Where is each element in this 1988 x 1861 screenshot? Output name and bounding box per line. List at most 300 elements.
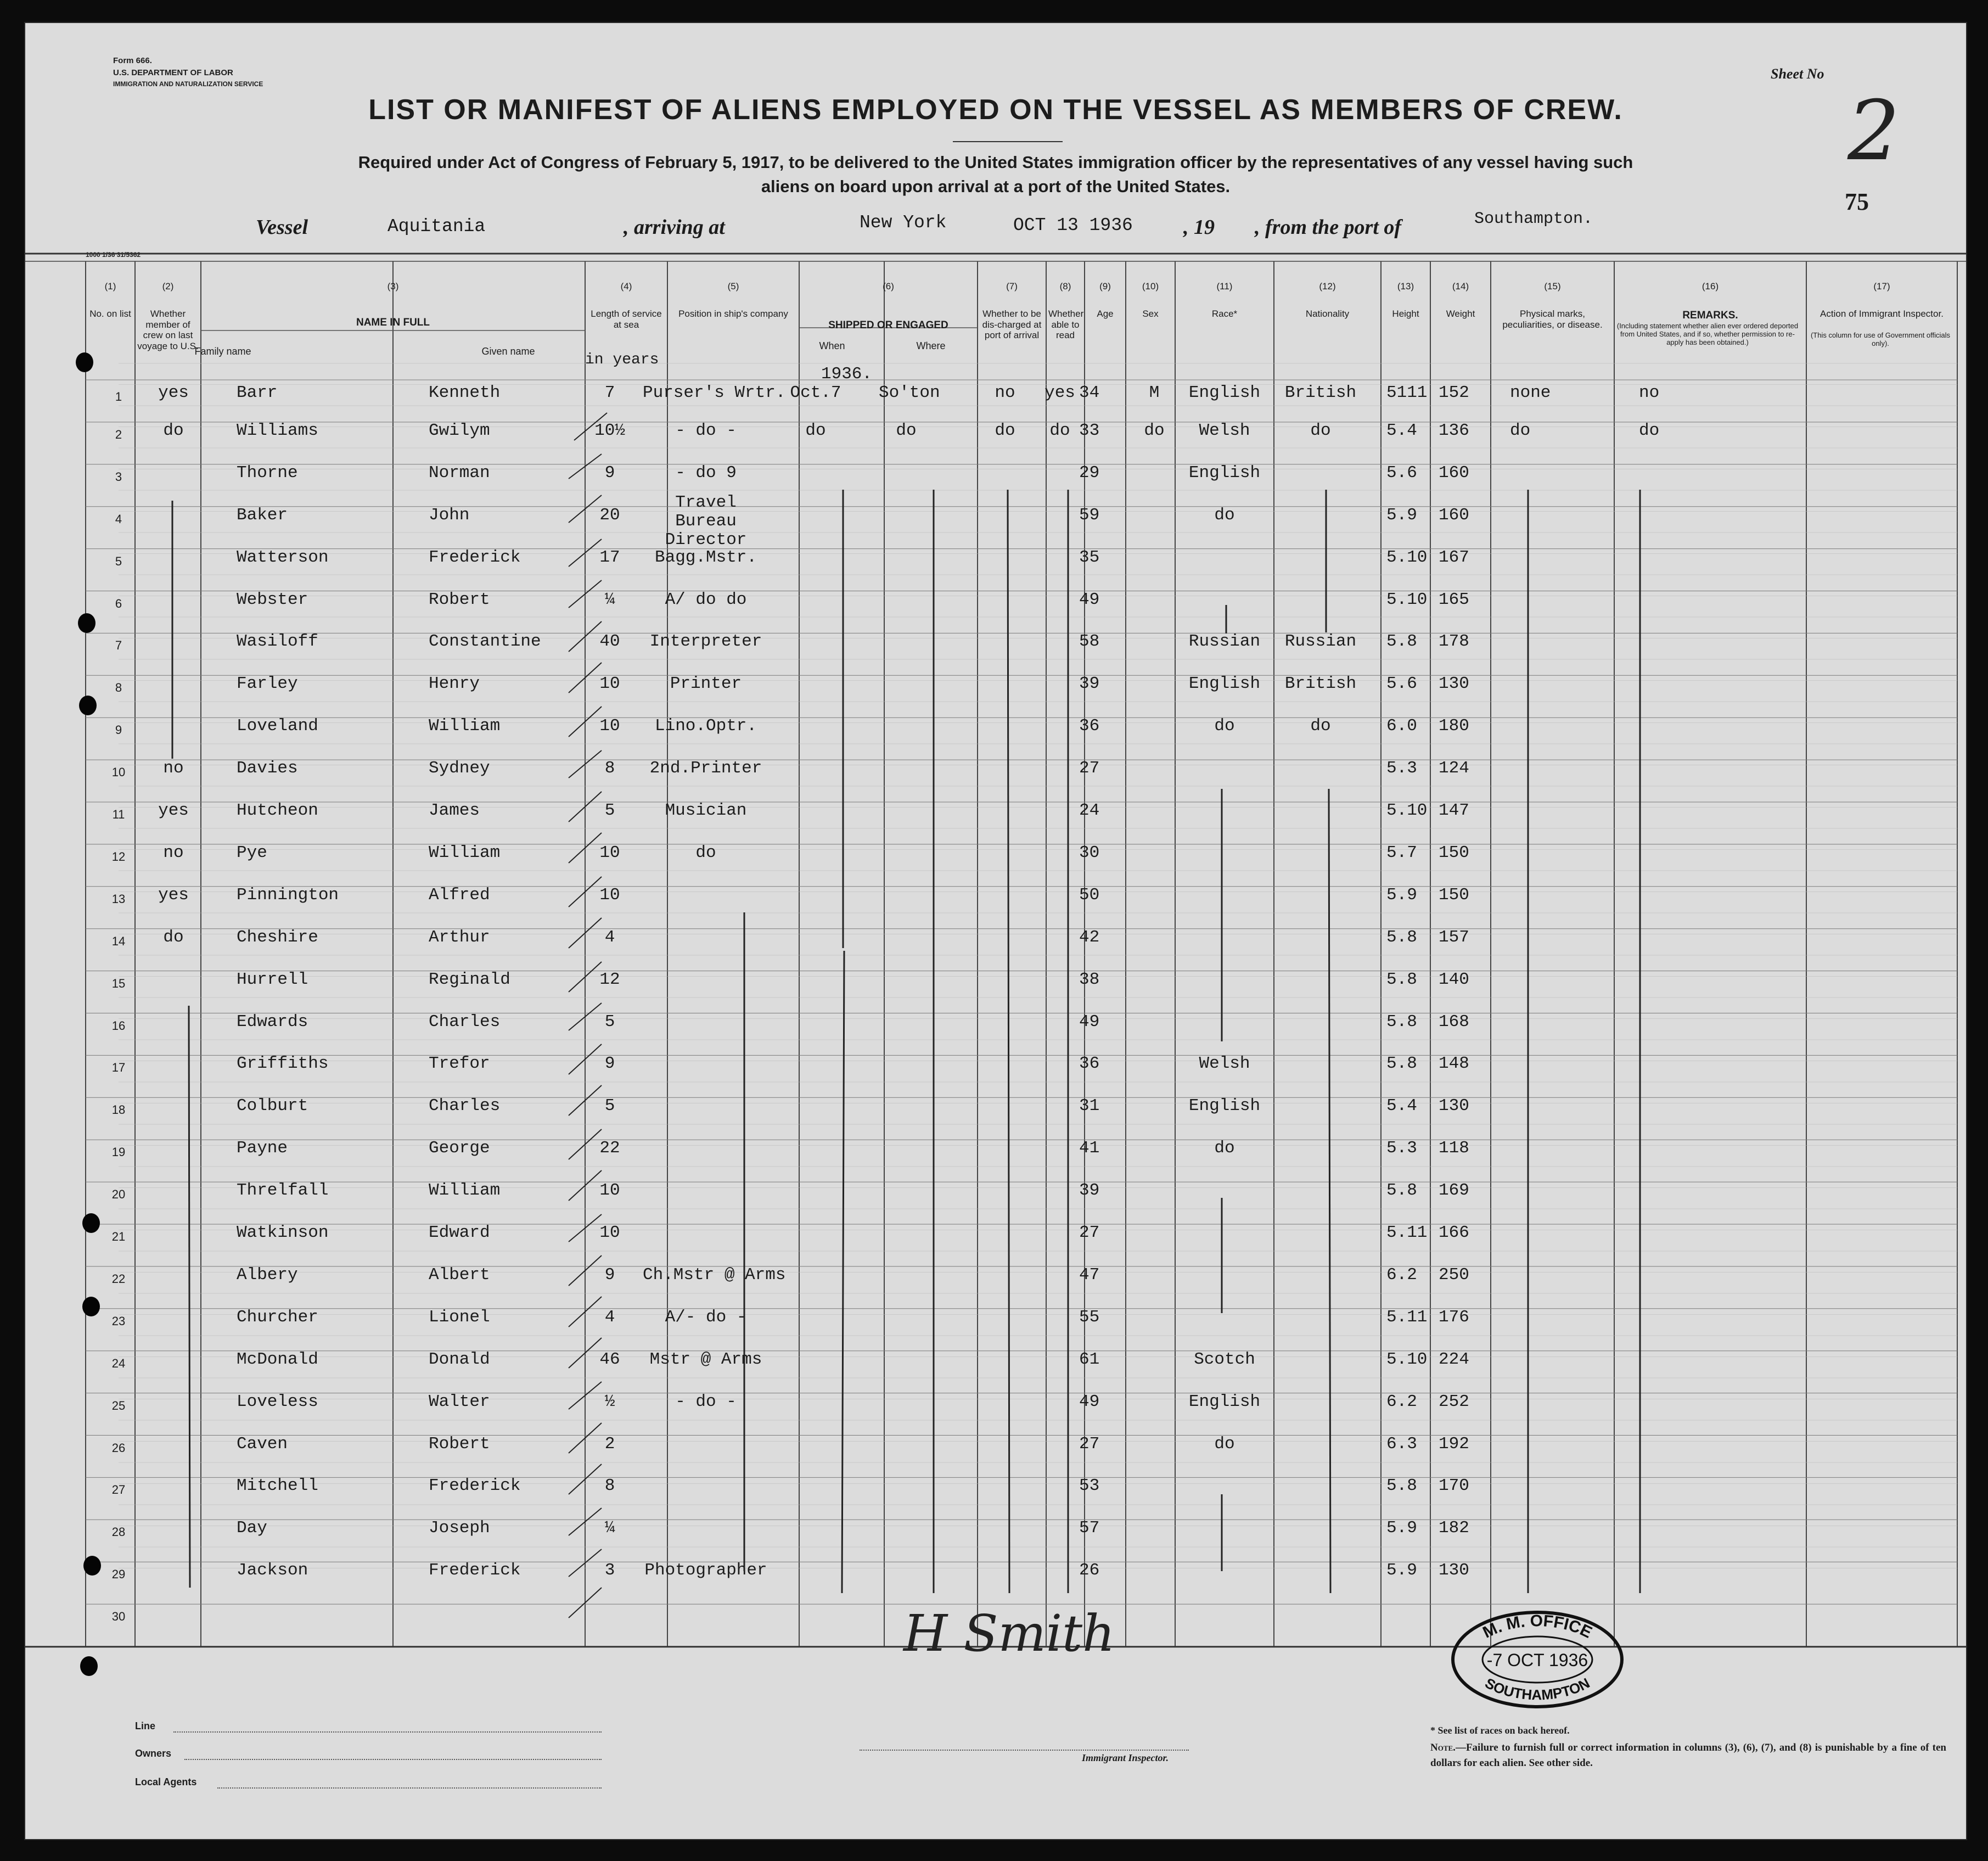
stamp-top-text: M. M. OFFICE: [1480, 1612, 1595, 1642]
cell-race: do: [1214, 1139, 1235, 1158]
cell-height: 5.3: [1386, 1139, 1417, 1158]
punch-hole: [82, 1213, 100, 1233]
cell-service: ¼: [604, 1518, 615, 1538]
cell-age: 41: [1079, 1139, 1100, 1158]
cell-service: 8: [604, 1476, 615, 1496]
cell-given: Norman: [429, 463, 490, 483]
cell-given: George: [429, 1139, 490, 1158]
cell-race: English: [1188, 383, 1261, 402]
cell-age: 49: [1079, 1392, 1100, 1411]
cell-height: 5.10: [1386, 801, 1428, 820]
cell-height: 5.8: [1386, 969, 1417, 989]
where-header: Where: [916, 340, 946, 351]
cell-position: - do 9: [675, 463, 737, 483]
cell-service: 10: [599, 885, 620, 905]
cell-family: Farley: [237, 674, 298, 694]
cell-last: yes: [158, 885, 189, 905]
cell-weight: 157: [1439, 927, 1469, 947]
column-number: (2): [162, 281, 174, 292]
cell-given: Robert: [429, 1434, 490, 1454]
cell-height: 5.8: [1386, 1476, 1417, 1496]
cell-height: 5.8: [1386, 1012, 1417, 1032]
cell-family: Day: [237, 1518, 267, 1538]
cell-service: 5: [604, 1012, 615, 1032]
cell-age: 27: [1079, 1223, 1100, 1242]
requirement-line-2: aliens on board upon arrival at a port of the United States.: [761, 177, 1231, 196]
cell-given: Charles: [429, 1012, 501, 1032]
cell-age: 61: [1079, 1349, 1100, 1369]
cell-height: 5.9: [1386, 1518, 1417, 1538]
cell-service: 10: [599, 674, 620, 694]
cell-weight: 152: [1439, 383, 1469, 402]
cell-service: 9: [604, 463, 615, 483]
cell-given: Frederick: [429, 1561, 521, 1580]
cell-given: Henry: [429, 674, 480, 694]
column-number: (14): [1452, 281, 1469, 292]
cell-height: 5.8: [1386, 1054, 1417, 1074]
cell-service: 10½: [594, 421, 625, 440]
cell-last: no: [163, 843, 184, 862]
cell-weight: 169: [1439, 1181, 1469, 1201]
cell-when: do: [805, 421, 826, 440]
row-number: 15: [111, 976, 126, 990]
note-label: Note.: [1430, 1742, 1456, 1753]
cell-height: 5.8: [1386, 632, 1417, 652]
cell-service: 12: [599, 969, 620, 989]
row-number: 30: [111, 1610, 126, 1624]
row-number: 20: [111, 1187, 126, 1202]
cell-service: 2: [604, 1434, 615, 1454]
cell-service: 17: [599, 547, 620, 567]
cell-discharged: do: [995, 421, 1015, 440]
cell-position: Interpreter: [649, 632, 762, 652]
column-header: No. on list: [89, 309, 131, 319]
cell-family: Watkinson: [237, 1223, 329, 1242]
cell-service: 4: [604, 1307, 615, 1327]
page-number: 75: [1845, 188, 1869, 215]
row-number: 10: [111, 765, 126, 780]
cell-family: Webster: [237, 590, 308, 609]
cell-age: 29: [1079, 463, 1100, 483]
cell-height: 5.4: [1386, 421, 1417, 440]
cell-age: 39: [1079, 1181, 1100, 1201]
cell-race: English: [1188, 1392, 1261, 1411]
cell-given: Donald: [429, 1349, 490, 1369]
note-text: —Failure to furnish full or correct information in columns (3), (6), (7), and (8) is punishable by a fine of ten dollars for each alien. See other side.: [1430, 1742, 1946, 1769]
cell-age: 49: [1079, 1012, 1100, 1032]
row-number: 14: [111, 934, 126, 948]
column-number: (3): [387, 281, 399, 292]
cell-position: Musician: [665, 801, 747, 820]
cell-weight: 250: [1439, 1265, 1469, 1285]
row-number: 12: [111, 849, 126, 864]
sheet-number: 2: [1847, 83, 1900, 179]
column-header: Whether member of crew on last voyage to U.S.: [137, 309, 199, 351]
cell-weight: 252: [1439, 1392, 1469, 1411]
cell-family: Mitchell: [237, 1476, 318, 1496]
cell-position: - do -: [675, 421, 737, 440]
arriving-label: , arriving at: [624, 216, 725, 239]
inspector-signature: H Smith: [903, 1604, 1115, 1663]
cell-family: McDonald: [237, 1349, 318, 1369]
cell-last: yes: [158, 383, 189, 402]
shipped-year: 1936.: [821, 365, 873, 384]
immigrant-inspector-label: Immigrant Inspector.: [1082, 1752, 1169, 1763]
cell-family: Threlfall: [237, 1181, 329, 1201]
cell-nationality: British: [1284, 383, 1357, 402]
cell-age: 53: [1079, 1476, 1100, 1496]
cell-height: 6.2: [1386, 1392, 1417, 1411]
cell-height: 5.9: [1386, 885, 1417, 905]
column-header: Action of Immigrant Inspector.: [1820, 309, 1944, 319]
cell-given: William: [429, 1181, 501, 1201]
cell-read: yes: [1044, 383, 1075, 402]
cell-age: 59: [1079, 505, 1100, 525]
cell-service: 22: [599, 1139, 620, 1158]
cell-given: William: [429, 843, 501, 862]
cell-age: 26: [1079, 1561, 1100, 1580]
cell-family: Payne: [237, 1139, 288, 1158]
cell-height: 6.3: [1386, 1434, 1417, 1454]
cell-age: 27: [1079, 759, 1100, 778]
cell-service: ¼: [604, 590, 615, 609]
column-header: Physical marks, peculiarities, or disease.: [1502, 309, 1603, 330]
cell-position: Travel Bureau Director: [665, 492, 747, 550]
row-number: 26: [111, 1440, 126, 1455]
cell-discharged: no: [995, 383, 1015, 402]
footer-note: [1430, 1740, 1946, 1770]
cell-given: Sydney: [429, 759, 490, 778]
cell-remarks: no: [1639, 383, 1660, 402]
cell-family: Jackson: [237, 1561, 308, 1580]
cell-family: Loveland: [237, 716, 318, 736]
column-number: (5): [727, 281, 739, 292]
cell-service: 10: [599, 843, 620, 862]
cell-race: do: [1214, 1434, 1235, 1454]
cell-family: Davies: [237, 759, 298, 778]
arrival-date: OCT 13 1936: [1013, 215, 1133, 236]
cell-service: 7: [604, 383, 615, 402]
column-number: (11): [1216, 281, 1233, 292]
row-number: 27: [111, 1483, 126, 1497]
cell-family: Williams: [237, 421, 318, 440]
cell-height: 5.11: [1386, 1307, 1428, 1327]
row-number: 18: [111, 1103, 126, 1117]
cell-height: 5.8: [1386, 1181, 1417, 1201]
cell-position: Mstr @ Arms: [649, 1349, 762, 1369]
column-header: Nationality: [1305, 309, 1350, 319]
cell-weight: 118: [1439, 1139, 1469, 1158]
cell-height: 5.10: [1386, 1349, 1428, 1369]
cell-race: Welsh: [1199, 421, 1250, 440]
cell-height: 5.4: [1386, 1096, 1417, 1116]
cell-weight: 130: [1439, 674, 1469, 694]
owners-dotted: [184, 1759, 602, 1760]
row-number: 22: [111, 1271, 126, 1286]
cell-weight: 130: [1439, 1561, 1469, 1580]
column-header: SHIPPED OR ENGAGED: [828, 319, 948, 331]
cell-service: 40: [599, 632, 620, 652]
cell-weight: 170: [1439, 1476, 1469, 1496]
cell-where: do: [896, 421, 917, 440]
column-header: Sex: [1142, 309, 1159, 319]
cell-age: 49: [1079, 590, 1100, 609]
cell-family: Hurrell: [237, 969, 308, 989]
departure-port: Southampton.: [1474, 210, 1593, 228]
cell-given: Joseph: [429, 1518, 490, 1538]
cell-given: Edward: [429, 1223, 490, 1242]
cell-sex: do: [1144, 421, 1165, 440]
cell-family: Watterson: [237, 547, 329, 567]
column-header: Race*: [1211, 309, 1238, 319]
department: U.S. DEPARTMENT OF LABOR: [113, 68, 233, 77]
cell-service: 10: [599, 716, 620, 736]
cell-weight: 130: [1439, 1096, 1469, 1116]
row-number: 6: [115, 596, 122, 610]
sheet-label: Sheet No: [1771, 66, 1824, 82]
stamp-date: -7 OCT 1936: [1486, 1650, 1588, 1670]
cell-family: Barr: [237, 383, 278, 402]
cell-family: Baker: [237, 505, 288, 525]
cell-given: Robert: [429, 590, 490, 609]
column-header: Length of service at sea: [591, 309, 662, 330]
cell-age: 42: [1079, 927, 1100, 947]
cell-age: 33: [1079, 421, 1100, 440]
cell-read: do: [1049, 421, 1070, 440]
row-number: 16: [111, 1018, 126, 1033]
cell-family: Wasiloff: [237, 632, 318, 652]
local-agents-label: Local Agents: [135, 1776, 197, 1787]
cell-service: 5: [604, 1096, 615, 1116]
cell-family: Thorne: [237, 463, 298, 483]
column-number: (6): [883, 281, 894, 292]
cell-given: Trefor: [429, 1054, 490, 1074]
cell-race: English: [1188, 674, 1261, 694]
column-number: (10): [1142, 281, 1159, 292]
cell-weight: 160: [1439, 463, 1469, 483]
requirement-line-1: Required under Act of Congress of February 5, 1917, to be delivered to the United States immigration officer by the representatives of any vessel having such: [358, 153, 1633, 172]
cell-given: Albert: [429, 1265, 490, 1285]
row-number: 4: [115, 512, 122, 526]
cell-age: 24: [1079, 801, 1100, 820]
cell-weight: 147: [1439, 801, 1469, 820]
cell-race: English: [1188, 463, 1261, 483]
cell-service: 3: [604, 1561, 615, 1580]
races-note: * See list of races on back hereof.: [1430, 1725, 1570, 1736]
cell-given: Charles: [429, 1096, 501, 1116]
column-header: Height: [1392, 309, 1419, 319]
family-name-header: Family name: [194, 346, 251, 357]
cell-age: 27: [1079, 1434, 1100, 1454]
cell-weight: 180: [1439, 716, 1469, 736]
cell-given: John: [429, 505, 470, 525]
cell-last: do: [163, 927, 184, 947]
cell-service: 20: [599, 505, 620, 525]
cell-height: 5.8: [1386, 927, 1417, 947]
cell-nationality: British: [1284, 674, 1357, 694]
cell-age: 31: [1079, 1096, 1100, 1116]
row-number: 3: [115, 469, 122, 484]
cell-weight: 148: [1439, 1054, 1469, 1074]
cell-family: Albery: [237, 1265, 298, 1285]
row-number: 7: [115, 638, 122, 653]
cell-height: 5.6: [1386, 463, 1417, 483]
service-name: IMMIGRATION AND NATURALIZATION SERVICE: [113, 80, 263, 88]
cell-age: 38: [1079, 969, 1100, 989]
column-header: REMARKS.: [1682, 310, 1738, 321]
column-number: (7): [1006, 281, 1018, 292]
column-number: (16): [1701, 281, 1719, 292]
column-number: (9): [1099, 281, 1111, 292]
cell-service: 10: [599, 1181, 620, 1201]
line-label: Line: [135, 1720, 156, 1731]
cell-marks: none: [1510, 383, 1551, 402]
cell-given: Arthur: [429, 927, 490, 947]
cell-race: do: [1214, 716, 1235, 736]
column-number: (4): [620, 281, 632, 292]
cell-position: - do -: [675, 1392, 737, 1411]
cell-age: 58: [1079, 632, 1100, 652]
cell-height: 5.3: [1386, 759, 1417, 778]
cell-age: 36: [1079, 1054, 1100, 1074]
stamp-bottom-text: SOUTHAMPTON: [1482, 1674, 1593, 1703]
cell-given: James: [429, 801, 480, 820]
cell-weight: 176: [1439, 1307, 1469, 1327]
cell-age: 30: [1079, 843, 1100, 862]
form-number: Form 666.: [113, 56, 152, 65]
cell-family: Edwards: [237, 1012, 308, 1032]
cell-weight: 192: [1439, 1434, 1469, 1454]
cell-age: 36: [1079, 716, 1100, 736]
cell-position: Photographer: [644, 1561, 767, 1580]
cell-height: 5.7: [1386, 843, 1417, 862]
cell-given: Gwilym: [429, 421, 490, 440]
cell-given: Reginald: [429, 969, 510, 989]
row-number: 11: [112, 808, 125, 821]
cell-weight: 140: [1439, 969, 1469, 989]
cell-weight: 124: [1439, 759, 1469, 778]
column-header: Weight: [1446, 309, 1475, 319]
cell-family: Colburt: [237, 1096, 308, 1116]
cell-family: Hutcheon: [237, 801, 318, 820]
cell-family: Churcher: [237, 1307, 318, 1327]
cell-service: 10: [599, 1223, 620, 1242]
cell-family: Griffiths: [237, 1054, 329, 1074]
vessel-label: Vessel: [256, 216, 308, 239]
svg-text:SOUTHAMPTON: [1482, 1674, 1593, 1703]
cell-service: 9: [604, 1054, 615, 1074]
column-number: (8): [1059, 281, 1071, 292]
cell-family: Pinnington: [237, 885, 339, 905]
row-number: 8: [115, 681, 122, 695]
cell-position: Ch.Mstr @ Arms: [643, 1265, 786, 1285]
when-header: When: [819, 340, 845, 351]
given-name-header: Given name: [481, 346, 535, 357]
cell-weight: 166: [1439, 1223, 1469, 1242]
cell-weight: 168: [1439, 1012, 1469, 1032]
cell-family: Cheshire: [237, 927, 318, 947]
cell-race: Scotch: [1194, 1349, 1255, 1369]
inspector-note: (This column for use of Government officials only).: [1810, 331, 1951, 347]
cell-height: 5.9: [1386, 1561, 1417, 1580]
cell-position: Lino.Optr.: [654, 716, 757, 736]
agents-dotted: [217, 1787, 602, 1789]
row-number: 13: [111, 892, 126, 906]
page-title: LIST OR MANIFEST OF ALIENS EMPLOYED ON THE VESSEL AS MEMBERS OF CREW.: [368, 94, 1623, 126]
cell-position: Printer: [670, 674, 742, 694]
punch-hole: [78, 613, 96, 633]
cell-when: Oct.7: [790, 383, 841, 402]
column-header: Whether to be dis-charged at port of arrival: [982, 309, 1042, 341]
punch-hole: [76, 352, 93, 372]
cell-race: Russian: [1188, 632, 1261, 652]
punch-hole: [80, 1656, 98, 1676]
print-code: 1000 1/36 31/5362: [86, 251, 141, 259]
column-number: (13): [1397, 281, 1414, 292]
cell-where: So'ton: [879, 383, 940, 402]
punch-hole: [82, 1297, 100, 1316]
cell-race: English: [1188, 1096, 1261, 1116]
cell-service: 8: [604, 759, 615, 778]
column-header: Whether able to read: [1048, 309, 1084, 341]
row-number: 17: [111, 1061, 126, 1075]
cell-last: do: [163, 421, 184, 440]
cell-nationality: Russian: [1284, 632, 1357, 652]
row-number: 21: [111, 1230, 126, 1243]
cell-weight: 150: [1439, 843, 1469, 862]
cell-weight: 178: [1439, 632, 1469, 652]
cell-given: Frederick: [429, 1476, 521, 1496]
cell-position: A/ do do: [665, 590, 747, 609]
cell-height: 5.9: [1386, 505, 1417, 525]
row-number: 29: [111, 1567, 126, 1582]
cell-service: 46: [599, 1349, 620, 1369]
punch-hole: [83, 1556, 101, 1576]
cell-age: 35: [1079, 547, 1100, 567]
cell-weight: 160: [1439, 505, 1469, 525]
column-header: NAME IN FULL: [356, 317, 430, 328]
column-header: Age: [1097, 309, 1114, 319]
row-number: 28: [111, 1525, 126, 1539]
column-number: (1): [104, 281, 116, 292]
arriving-port: New York: [860, 212, 947, 233]
column-number: (17): [1873, 281, 1890, 292]
cell-age: 50: [1079, 885, 1100, 905]
row-number: 25: [111, 1398, 126, 1412]
row-number: 19: [111, 1145, 126, 1159]
cell-given: Lionel: [429, 1307, 490, 1327]
cell-height: 5.10: [1386, 547, 1428, 567]
cell-given: Constantine: [429, 632, 541, 652]
cell-height: 6.2: [1386, 1265, 1417, 1285]
mm-office-stamp: [1450, 1610, 1625, 1709]
inspector-dotted: [860, 1750, 1189, 1751]
cell-given: Walter: [429, 1392, 490, 1411]
row-number: 5: [115, 554, 122, 568]
cell-family: Caven: [237, 1434, 288, 1454]
cell-weight: 136: [1439, 421, 1469, 440]
cell-nationality: do: [1310, 421, 1331, 440]
column-header: Position in ship's company: [678, 309, 788, 319]
manifest-sheet: [24, 22, 1967, 1840]
cell-position: A/- do -: [665, 1307, 747, 1327]
cell-height: 5.11: [1386, 1223, 1428, 1242]
row-number: 23: [111, 1314, 126, 1328]
cell-height: 5111: [1386, 383, 1428, 402]
cell-last: no: [163, 759, 184, 778]
cell-weight: 224: [1439, 1349, 1469, 1369]
cell-height: 5.6: [1386, 674, 1417, 694]
